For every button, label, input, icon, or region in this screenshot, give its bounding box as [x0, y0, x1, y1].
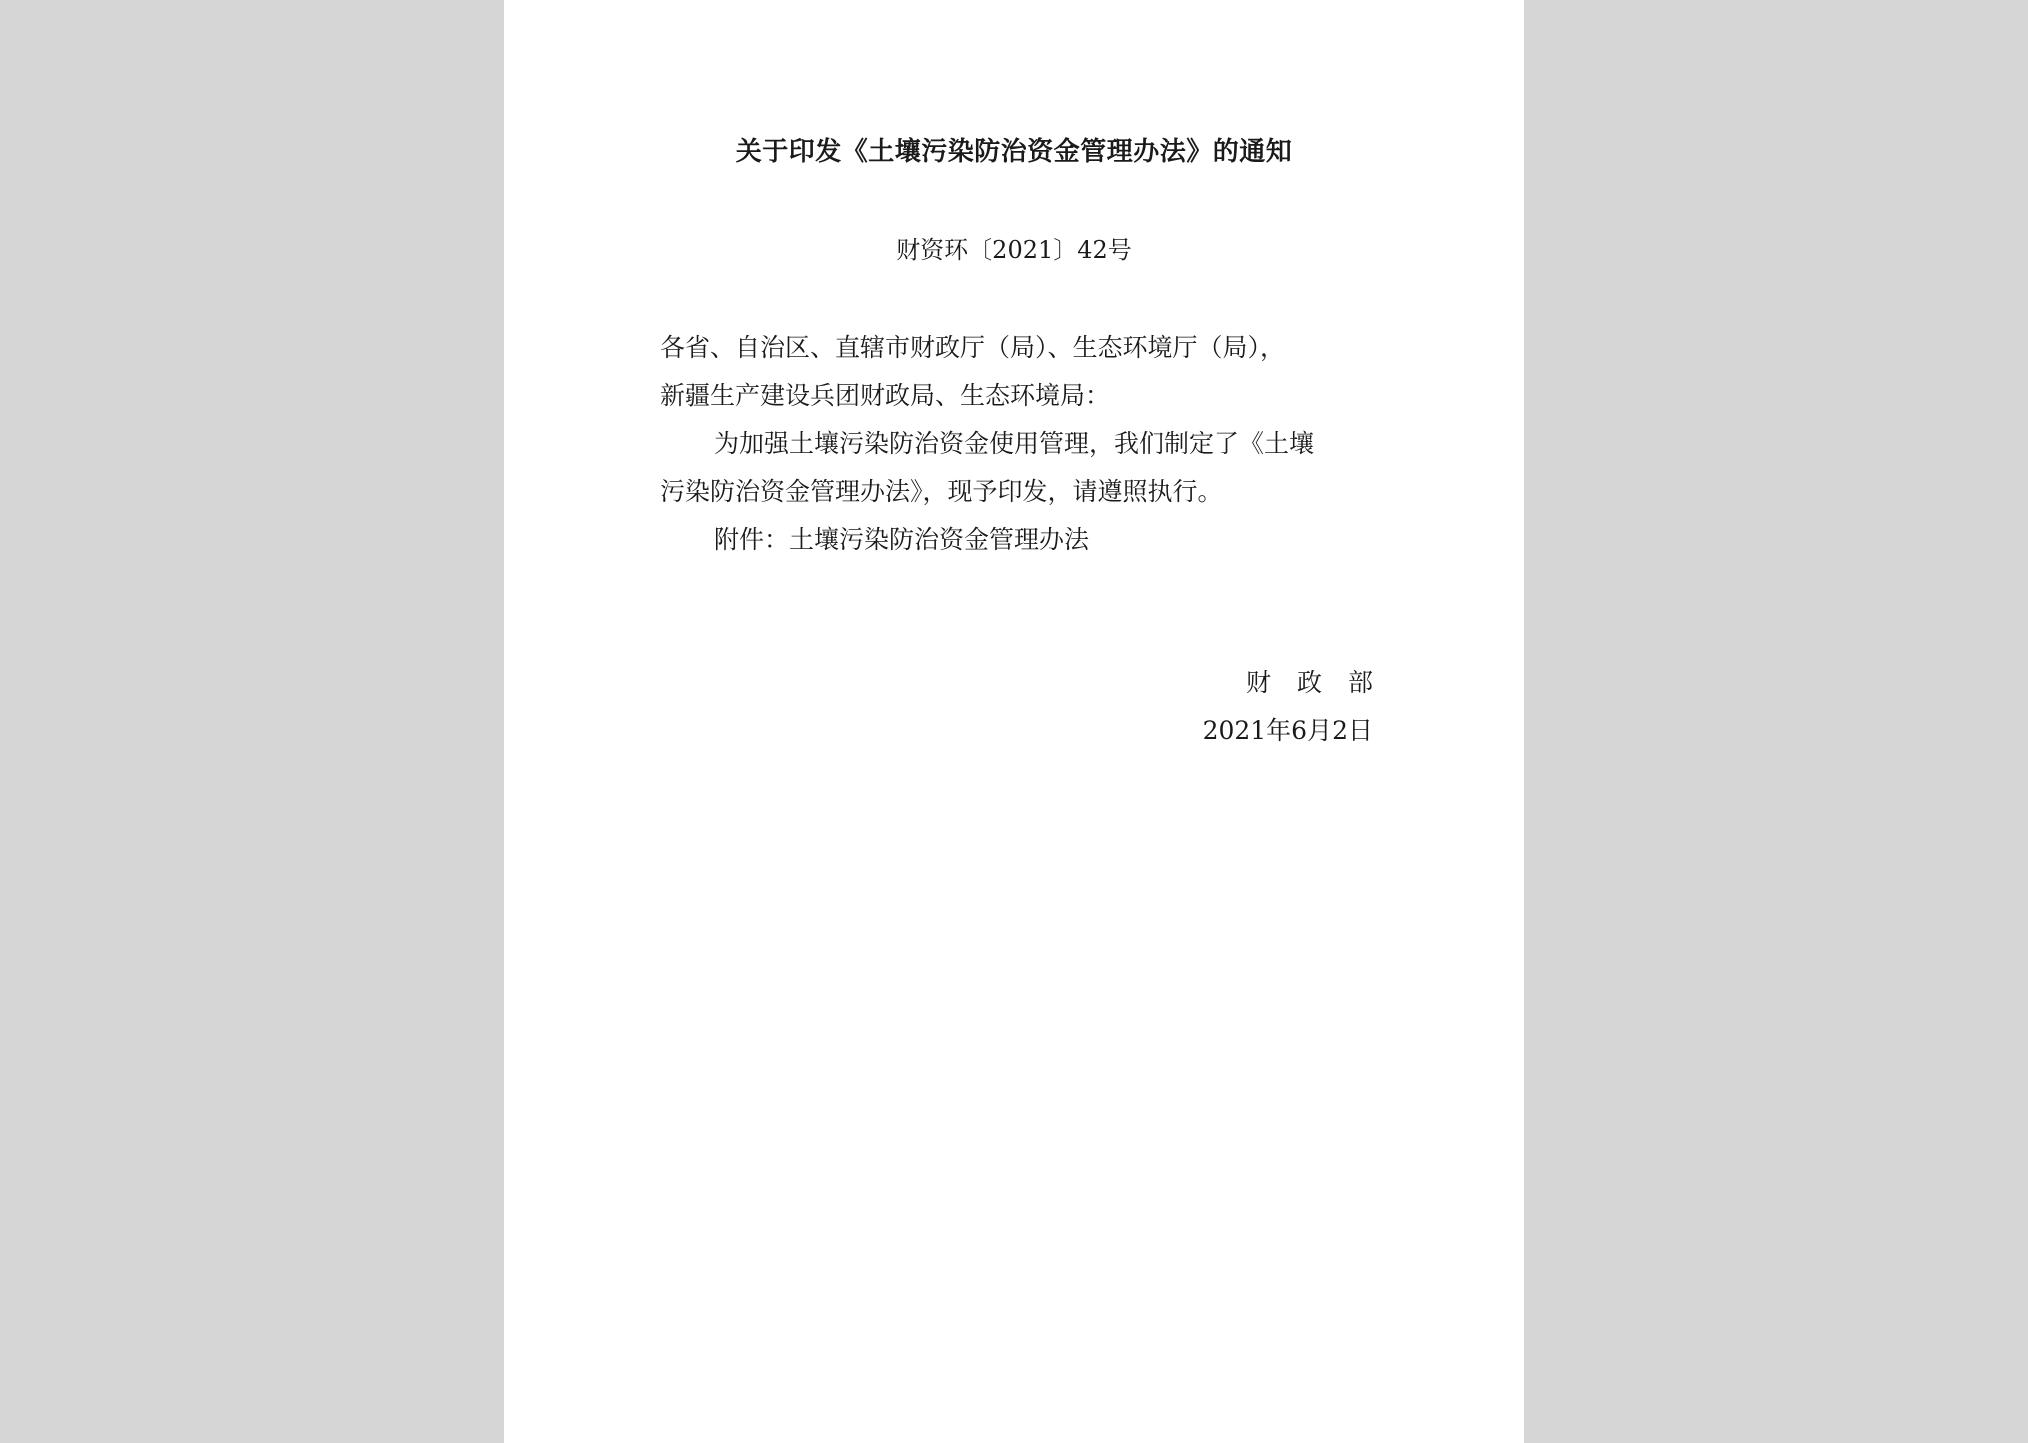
addressee-line-1: 各省、自治区、直辖市财政厅（局）、生态环境厅（局）， — [660, 333, 1286, 362]
body-paragraph-line-2: 污染防治资金管理办法》，现予印发，请遵照执行。 — [660, 477, 1223, 506]
attachment-line: 附件：土壤污染防治资金管理办法 — [714, 525, 1090, 554]
document-page — [504, 0, 1524, 1443]
signature-date: 2021年6月2日 — [1202, 716, 1373, 745]
document-body — [660, 324, 1375, 564]
addressee-line-2: 新疆生产建设兵团财政局、生态环境局： — [660, 381, 1111, 410]
document-title: 关于印发《土壤污染防治资金管理办法》的通知 — [735, 137, 1293, 167]
signature-block — [1202, 659, 1399, 755]
body-paragraph-line-1: 为加强土壤污染防治资金使用管理，我们制定了《土壤 — [714, 429, 1315, 458]
document-number: 财资环〔2021〕42号 — [896, 236, 1132, 264]
signature-organization: 财政部 — [1245, 668, 1399, 697]
